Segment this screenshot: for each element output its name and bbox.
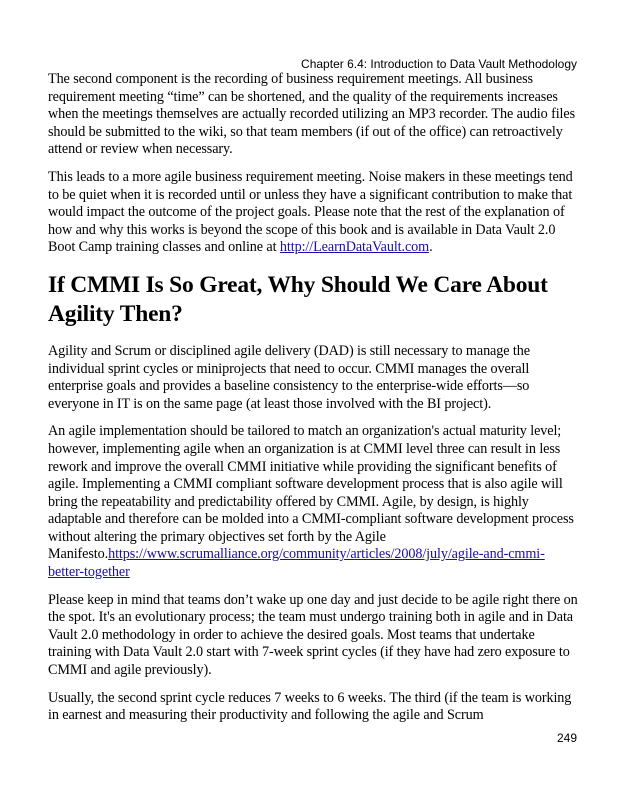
learn-data-vault-link[interactable]: http://LearnDataVault.com (279, 239, 430, 256)
section-heading-cmmi: If CMMI Is So Great, Why Should We Care About Agility Then? (48, 271, 548, 327)
paragraph-recording-meetings: The second component is the recording of business requirement meetings. All business requirement meeting “time” can be shortened, and the quality of the requirements increases when the meetings themselves are actually recorded utilizing an MP3 recorder. The audio files should be submitted to the wiki, so that team members (if out of the office) can retroactively attend or review when necessary. (48, 71, 576, 158)
page-content (48, 71, 578, 735)
paragraph-agility-scrum: Agility and Scrum or disciplined agile delivery (DAD) is still necessary to manage the individual sprint cycles or miniprojects that need to occur. CMMI manages the overall enterprise goals and provides a baseline consistency to the enterprise-wide efforts—so everyone in IT is on the same page (at least those involved with the BI project). (48, 342, 530, 412)
paragraph-agile-meetings-end: . (429, 239, 433, 256)
paragraph-agile-implementation (48, 423, 578, 581)
page-number: 249 (556, 731, 577, 745)
scrum-alliance-link[interactable]: https://www.scrumalliance.org/community/articles/2008/july/agile-and-cmmi-better-together (48, 546, 545, 581)
paragraph-agile-implementation-text: An agile implementation should be tailored to match an organization's actual maturity level; however, implementing agile when an organization is at CMMI level three can result in less rework and improve the overall CMMI initiative while providing the significant benefits of agile. Implementing a CMMI compliant software development process that is also agile will bring the repeatability and predictability offered by CMMI. Agile, by design, is highly adaptable and therefore can be molded into a CMMI-compliant software development process without altering the primary objectives set forth by the Agile Manifesto. (48, 423, 574, 563)
paragraph-agile-meetings-text: This leads to a more agile business requirement meeting. Noise makers in these meetings tend to be quiet when it is recorded until or unless they have a significant contribution to make that would impact the outcome of the project goals. Please note that the rest of the explanation of how and why this works is beyond the scope of this book and is available in Data Vault 2.0 Boot Camp training classes and online at (48, 168, 573, 256)
paragraph-agile-meetings (48, 169, 578, 257)
running-header: Chapter 6.4: Introduction to Data Vault Methodology (301, 57, 577, 71)
paragraph-evolutionary-process: Please keep in mind that teams don’t wake up one day and just decide to be agile right there on the spot. It's an evolutionary process; the team must undergo training both in agile and in Data Vault 2.0 methodology in order to achieve the desired goals. Most teams that undertake training with Data Vault 2.0 start with 7-week sprint cycles (if they have had zero exposure to CMMI and agile previously). (48, 591, 578, 679)
paragraph-sprint-cycles: Usually, the second sprint cycle reduces 7 weeks to 6 weeks. The third (if the team is working in earnest and measuring their productivity and following the agile and Scrum (48, 689, 572, 724)
